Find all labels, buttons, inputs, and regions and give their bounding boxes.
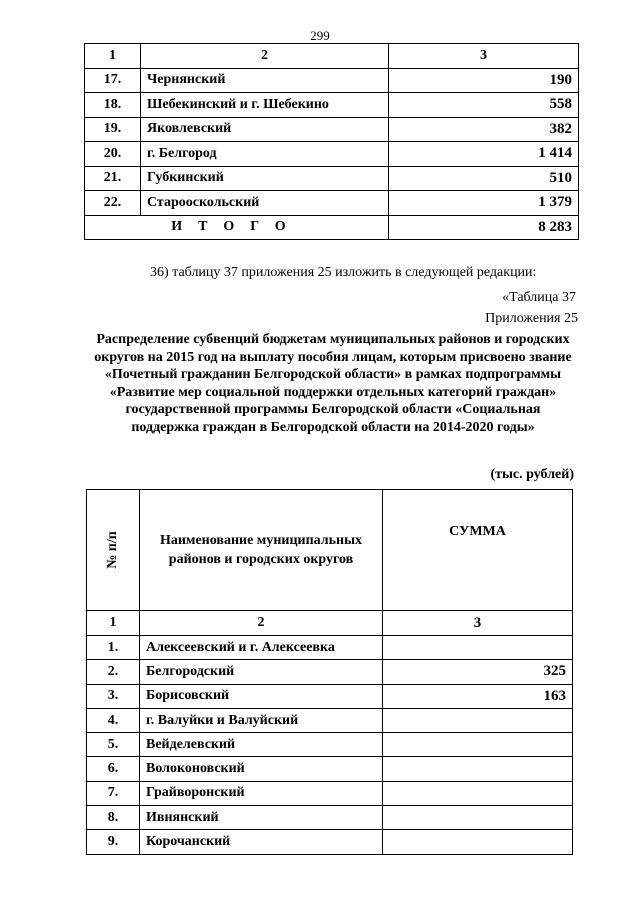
row-sum [383, 781, 573, 805]
table-row [85, 142, 579, 167]
row-sum [383, 636, 573, 660]
row-sum: 510 [389, 166, 579, 191]
row-number: 3. [87, 684, 140, 708]
row-name: Яковлевский [141, 117, 389, 142]
row-name: Волоконовский [140, 757, 383, 781]
row-number: 2. [87, 660, 140, 684]
col-name-header: Наименование муниципальных районов и городских округов [140, 490, 383, 611]
row-sum [383, 830, 573, 854]
row-sum [383, 757, 573, 781]
row-name: Корочанский [140, 830, 383, 854]
row-number: 4. [87, 708, 140, 732]
appendix-caption: Приложения 25 [485, 311, 578, 326]
row-number: 17. [85, 68, 141, 93]
row-sum [383, 806, 573, 830]
table-row [87, 781, 573, 805]
table-row [85, 117, 579, 142]
row-name: г. Валуйки и Валуйский [140, 708, 383, 732]
numbering-cell-3: 3 [383, 611, 573, 636]
row-name: Губкинский [141, 166, 389, 191]
numbering-cell-2: 2 [140, 611, 383, 636]
table-row [87, 757, 573, 781]
row-name: Алексеевский и г. Алексеевка [140, 636, 383, 660]
row-sum: 325 [383, 660, 573, 684]
table-row [85, 191, 579, 216]
table-row [85, 166, 579, 191]
table-row [85, 93, 579, 118]
row-number: 1. [87, 636, 140, 660]
numbering-row [87, 611, 573, 636]
document-title: Распределение субвенций бюджетам муниципальных районов и городских округов на 2015 год на выплату пособия лицам, которым присвоено звание «Почетный гражданин Белгородской области» в рамках подпрограммы «Развитие мер социальной поддержки отдельных категорий граждан» государственной программы Белгородской области «Социальная поддержка граждан в Белгородской области на 2014-2020 годы» [94, 332, 572, 435]
table-row [87, 660, 573, 684]
row-number: 20. [85, 142, 141, 167]
row-number: 7. [87, 781, 140, 805]
table-row [85, 68, 579, 93]
row-sum: 1 414 [389, 142, 579, 167]
row-number: 5. [87, 733, 140, 757]
row-sum: 1 379 [389, 191, 579, 216]
row-number: 19. [85, 117, 141, 142]
row-sum: 163 [383, 684, 573, 708]
total-label: ИТОГО [85, 215, 389, 240]
row-sum [383, 708, 573, 732]
row-sum: 558 [389, 93, 579, 118]
row-name: Борисовский [140, 684, 383, 708]
row-sum: 190 [389, 68, 579, 93]
header-cell-1: 1 [85, 44, 141, 69]
header-cell-3: 3 [389, 44, 579, 69]
units-label: (тыс. рублей) [490, 467, 574, 482]
instruction-text: 36) таблицу 37 приложения 25 изложить в следующей редакции: [150, 265, 537, 280]
row-name: Старооскольский [141, 191, 389, 216]
row-name: Ивнянский [140, 806, 383, 830]
row-sum: 382 [389, 117, 579, 142]
table-2-header-row [87, 490, 573, 611]
table-1 [84, 43, 579, 240]
row-number: 8. [87, 806, 140, 830]
row-name: Белгородский [140, 660, 383, 684]
table-row [87, 684, 573, 708]
row-number: 21. [85, 166, 141, 191]
row-number: 22. [85, 191, 141, 216]
header-cell-2: 2 [141, 44, 389, 69]
table-2 [86, 489, 573, 855]
row-name: Грайворонский [140, 781, 383, 805]
numbering-cell-1: 1 [87, 611, 140, 636]
total-row [85, 215, 579, 240]
row-name: Шебекинский и г. Шебекино [141, 93, 389, 118]
row-sum [383, 733, 573, 757]
table-caption: «Таблица 37 [502, 290, 576, 305]
table-row [87, 830, 573, 854]
table-row [87, 708, 573, 732]
row-name: г. Белгород [141, 142, 389, 167]
row-number: 6. [87, 757, 140, 781]
row-number: 18. [85, 93, 141, 118]
table-row [87, 733, 573, 757]
table-row [87, 636, 573, 660]
col-number-header [87, 490, 140, 611]
total-value: 8 283 [389, 215, 579, 240]
row-name: Вейделевский [140, 733, 383, 757]
col-number-header-text: № п/п [105, 531, 120, 569]
page-number: 299 [310, 28, 330, 43]
row-name: Чернянский [141, 68, 389, 93]
table-1-header-row [85, 44, 579, 69]
row-number: 9. [87, 830, 140, 854]
table-row [87, 806, 573, 830]
col-sum-header: СУММА [383, 490, 573, 611]
